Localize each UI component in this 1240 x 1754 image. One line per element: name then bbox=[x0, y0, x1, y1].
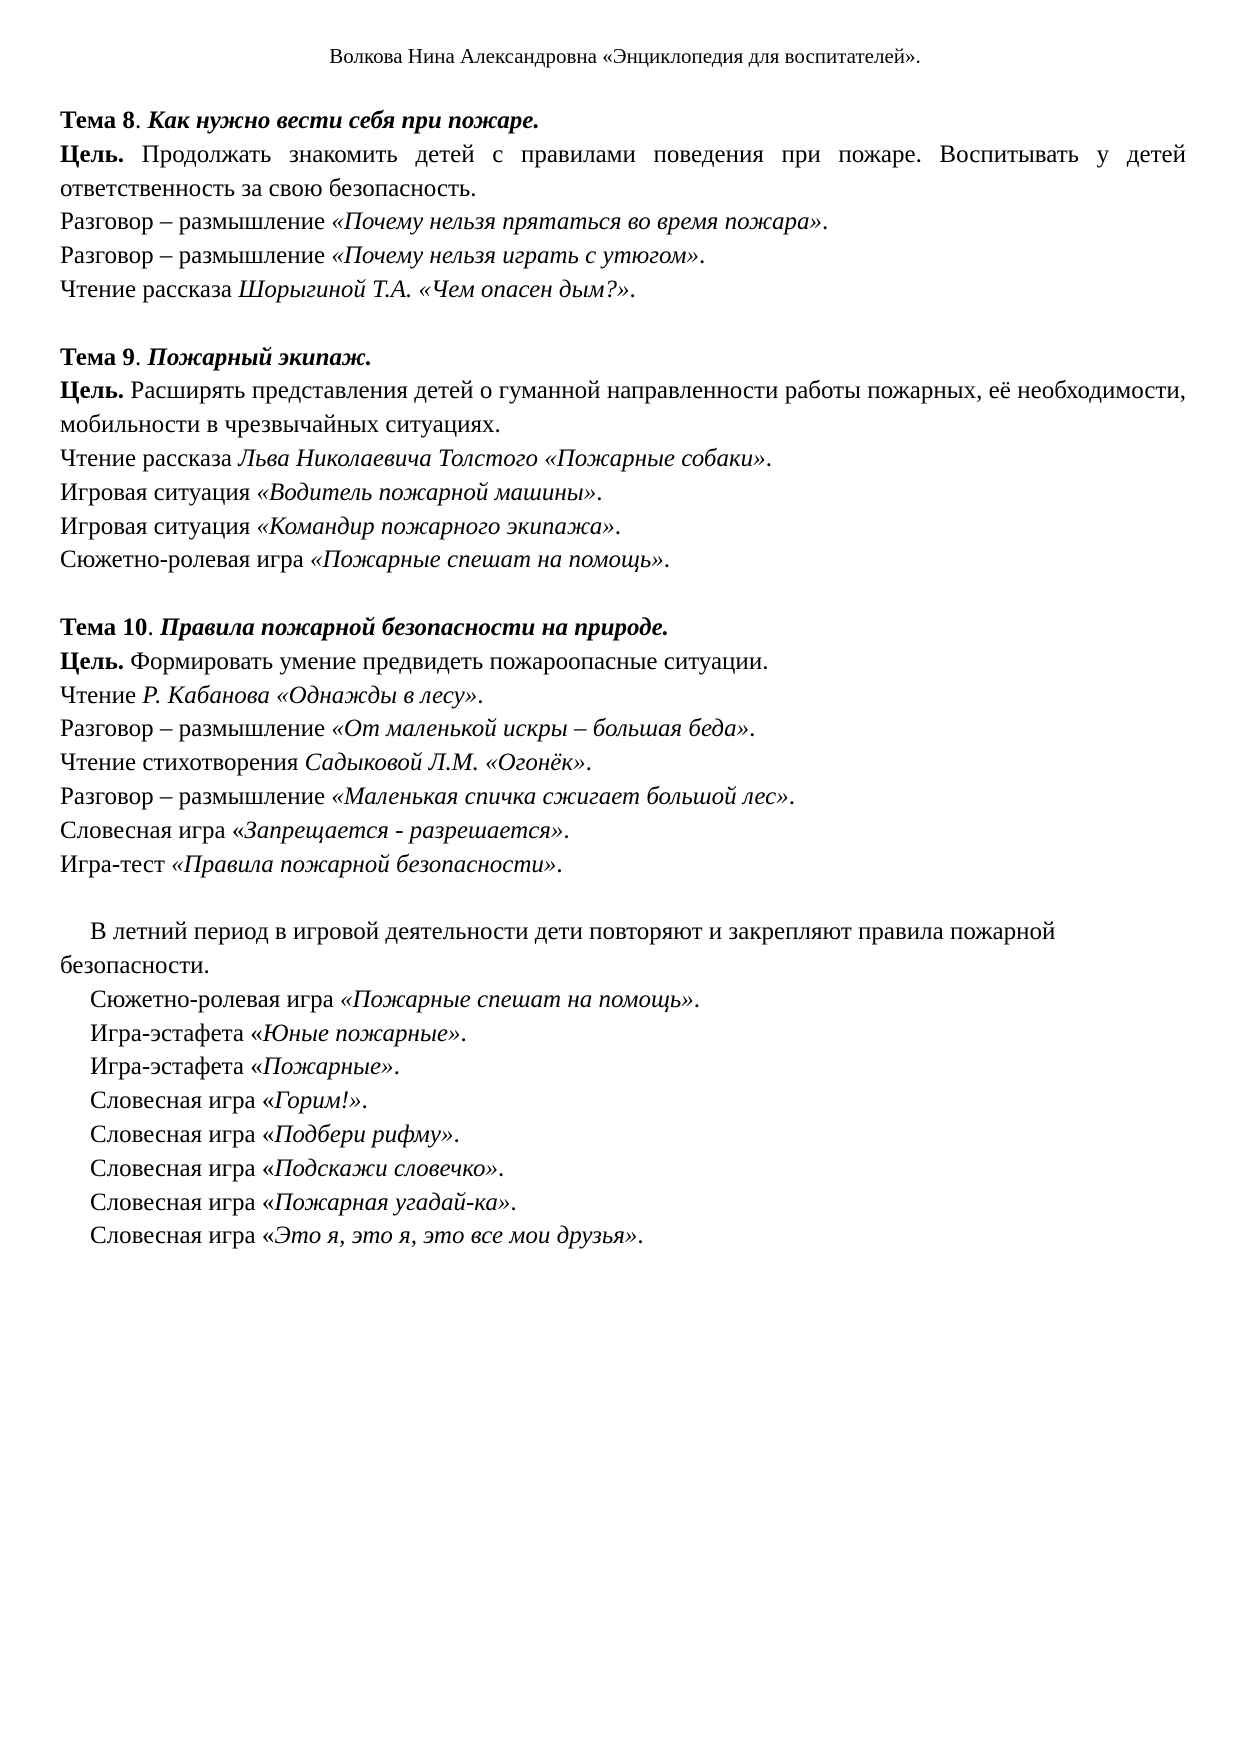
list-item bbox=[60, 1186, 1186, 1220]
item-text: Словесная игра « bbox=[90, 1120, 275, 1148]
item-title: Юные пожарные» bbox=[262, 1019, 461, 1047]
item-end: . bbox=[596, 478, 603, 506]
item-title: Шорыгиной Т.А. «Чем опасен дым?» bbox=[238, 275, 630, 303]
list-item bbox=[60, 746, 1186, 780]
topic-title: Как нужно вести себя при пожаре. bbox=[147, 107, 540, 134]
item-text: Чтение рассказа bbox=[60, 275, 239, 303]
topic-label: Тема 9 bbox=[60, 343, 135, 371]
item-text: Словесная игра « bbox=[90, 1087, 275, 1115]
list-item bbox=[60, 476, 1186, 510]
item-text: Сюжетно-ролевая игра bbox=[60, 546, 310, 574]
topic-heading bbox=[60, 104, 1186, 138]
topic-title: Правила пожарной безопасности на природе. bbox=[159, 613, 669, 641]
item-end: . bbox=[765, 444, 772, 472]
item-end: . bbox=[393, 1053, 400, 1081]
list-item bbox=[60, 679, 1186, 713]
item-end: . bbox=[629, 275, 636, 303]
list-item bbox=[60, 205, 1186, 239]
goal-label: Цель. bbox=[60, 377, 125, 405]
item-end: . bbox=[749, 715, 756, 743]
item-title: «Правила пожарной безопасности» bbox=[171, 850, 557, 878]
list-item bbox=[60, 1219, 1186, 1253]
topic-goal bbox=[60, 645, 1186, 679]
item-title: «Маленькая спичка сжигает большой лес» bbox=[331, 782, 789, 810]
item-title: Это я, это я, это все мои друзья» bbox=[274, 1222, 638, 1250]
item-text: Словесная игра « bbox=[90, 1222, 275, 1250]
list-item bbox=[60, 1152, 1186, 1186]
item-end: . bbox=[788, 782, 795, 810]
item-end: . bbox=[453, 1120, 460, 1148]
goal-label: Цель. bbox=[60, 647, 125, 675]
item-text: Игровая ситуация bbox=[60, 478, 257, 506]
item-end: . bbox=[693, 985, 701, 1013]
item-end: . bbox=[585, 749, 592, 777]
list-item bbox=[60, 239, 1186, 273]
list-item bbox=[60, 1084, 1186, 1118]
item-text: Чтение bbox=[60, 681, 143, 709]
list-item bbox=[60, 1118, 1186, 1152]
item-end: . bbox=[556, 850, 563, 878]
item-end: . bbox=[460, 1019, 467, 1047]
topic-goal bbox=[60, 138, 1186, 206]
item-text: Игра-эстафета « bbox=[90, 1019, 263, 1047]
item-end: . bbox=[477, 681, 484, 709]
goal-text: Расширять представления детей о гуманной направленности работы пожарных, её необходимости, мобильности в чрезвычайных ситуациях. bbox=[60, 377, 1186, 439]
list-item bbox=[60, 983, 1186, 1017]
document-body bbox=[60, 104, 1186, 1253]
item-title: Садыковой Л.М. «Огонёк» bbox=[304, 749, 586, 777]
item-title: «Командир пожарного экипажа» bbox=[256, 512, 615, 540]
topic-section bbox=[60, 104, 1186, 307]
item-title: «Почему нельзя играть с утюгом» bbox=[331, 242, 700, 270]
list-item bbox=[60, 273, 1186, 307]
topic-separator: . bbox=[134, 107, 148, 134]
item-end: . bbox=[614, 512, 622, 540]
item-title: Пожарная угадай-ка» bbox=[274, 1188, 511, 1216]
item-text: Словесная игра « bbox=[90, 1188, 275, 1216]
item-text: Словесная игра « bbox=[90, 1154, 275, 1182]
topic-separator: . bbox=[134, 343, 148, 371]
item-end: . bbox=[361, 1087, 368, 1115]
item-text: Словесная игра « bbox=[60, 816, 245, 844]
item-title: Горим!» bbox=[274, 1087, 362, 1115]
item-title: Подбери рифму» bbox=[274, 1120, 454, 1148]
topic-label: Тема 10 bbox=[60, 613, 148, 641]
item-title: «От маленькой искры – большая беда» bbox=[331, 715, 750, 743]
list-item bbox=[60, 780, 1186, 814]
spacer bbox=[60, 881, 1186, 915]
list-item bbox=[60, 814, 1186, 848]
item-title: Р. Кабанова «Однажды в лесу» bbox=[142, 681, 478, 709]
item-end: . bbox=[563, 816, 570, 844]
topic-heading bbox=[60, 341, 1186, 375]
item-text: Разговор – размышление bbox=[60, 208, 332, 236]
list-item bbox=[60, 712, 1186, 746]
item-text: Игровая ситуация bbox=[60, 512, 257, 540]
item-title: «Пожарные спешат на помощь» bbox=[339, 985, 694, 1013]
list-item bbox=[60, 1050, 1186, 1084]
topic-label: Тема 8 bbox=[60, 107, 135, 134]
topic-section bbox=[60, 611, 1186, 881]
item-text: Сюжетно-ролевая игра bbox=[90, 985, 340, 1013]
list-item bbox=[60, 543, 1186, 577]
item-end: . bbox=[510, 1188, 517, 1216]
page-header: Волкова Нина Александровна «Энциклопедия для воспитателей». bbox=[329, 44, 921, 68]
item-text: Разговор – размышление bbox=[60, 242, 332, 270]
item-title: Пожарные» bbox=[262, 1053, 394, 1081]
item-title: Льва Николаевича Толстого «Пожарные собаки» bbox=[238, 444, 766, 472]
item-title: «Почему нельзя прятаться во время пожара» bbox=[331, 208, 822, 236]
topic-section bbox=[60, 341, 1186, 578]
list-item bbox=[60, 1017, 1186, 1051]
topic-separator: . bbox=[147, 613, 160, 641]
topic-heading bbox=[60, 611, 1186, 645]
topic-title: Пожарный экипаж. bbox=[147, 343, 373, 371]
item-text: Разговор – размышление bbox=[60, 715, 332, 743]
item-end: . bbox=[497, 1154, 505, 1182]
goal-text: Формировать умение предвидеть пожароопасные ситуации. bbox=[124, 647, 769, 675]
item-title: «Водитель пожарной машины» bbox=[256, 478, 597, 506]
spacer bbox=[60, 577, 1186, 611]
item-end: . bbox=[821, 208, 829, 236]
item-text: Игра-эстафета « bbox=[90, 1053, 263, 1081]
list-item bbox=[60, 510, 1186, 544]
item-end: . bbox=[699, 242, 706, 270]
item-text: Разговор – размышление bbox=[60, 782, 332, 810]
goal-label: Цель. bbox=[60, 140, 125, 168]
item-text: Игра-тест bbox=[60, 850, 172, 878]
item-title: «Пожарные спешат на помощь» bbox=[309, 546, 664, 574]
item-end: . bbox=[637, 1222, 644, 1250]
item-title: Подскажи словечко» bbox=[274, 1154, 498, 1182]
item-title: Запрещается - разрешается» bbox=[244, 816, 564, 844]
item-text: Чтение стихотворения bbox=[60, 749, 305, 777]
summer-intro: В летний период в игровой деятельности дети повторяют и закрепляют правила пожарной безопасности. bbox=[60, 918, 1056, 979]
goal-text: Продолжать знакомить детей с правилами поведения при пожаре. Воспитывать у детей ответственность за свою безопасность. bbox=[60, 140, 1186, 202]
item-end: . bbox=[663, 546, 671, 574]
spacer bbox=[60, 307, 1186, 341]
list-item bbox=[60, 848, 1186, 882]
list-item bbox=[60, 442, 1186, 476]
item-text: Чтение рассказа bbox=[60, 444, 239, 472]
topic-goal bbox=[60, 374, 1186, 442]
